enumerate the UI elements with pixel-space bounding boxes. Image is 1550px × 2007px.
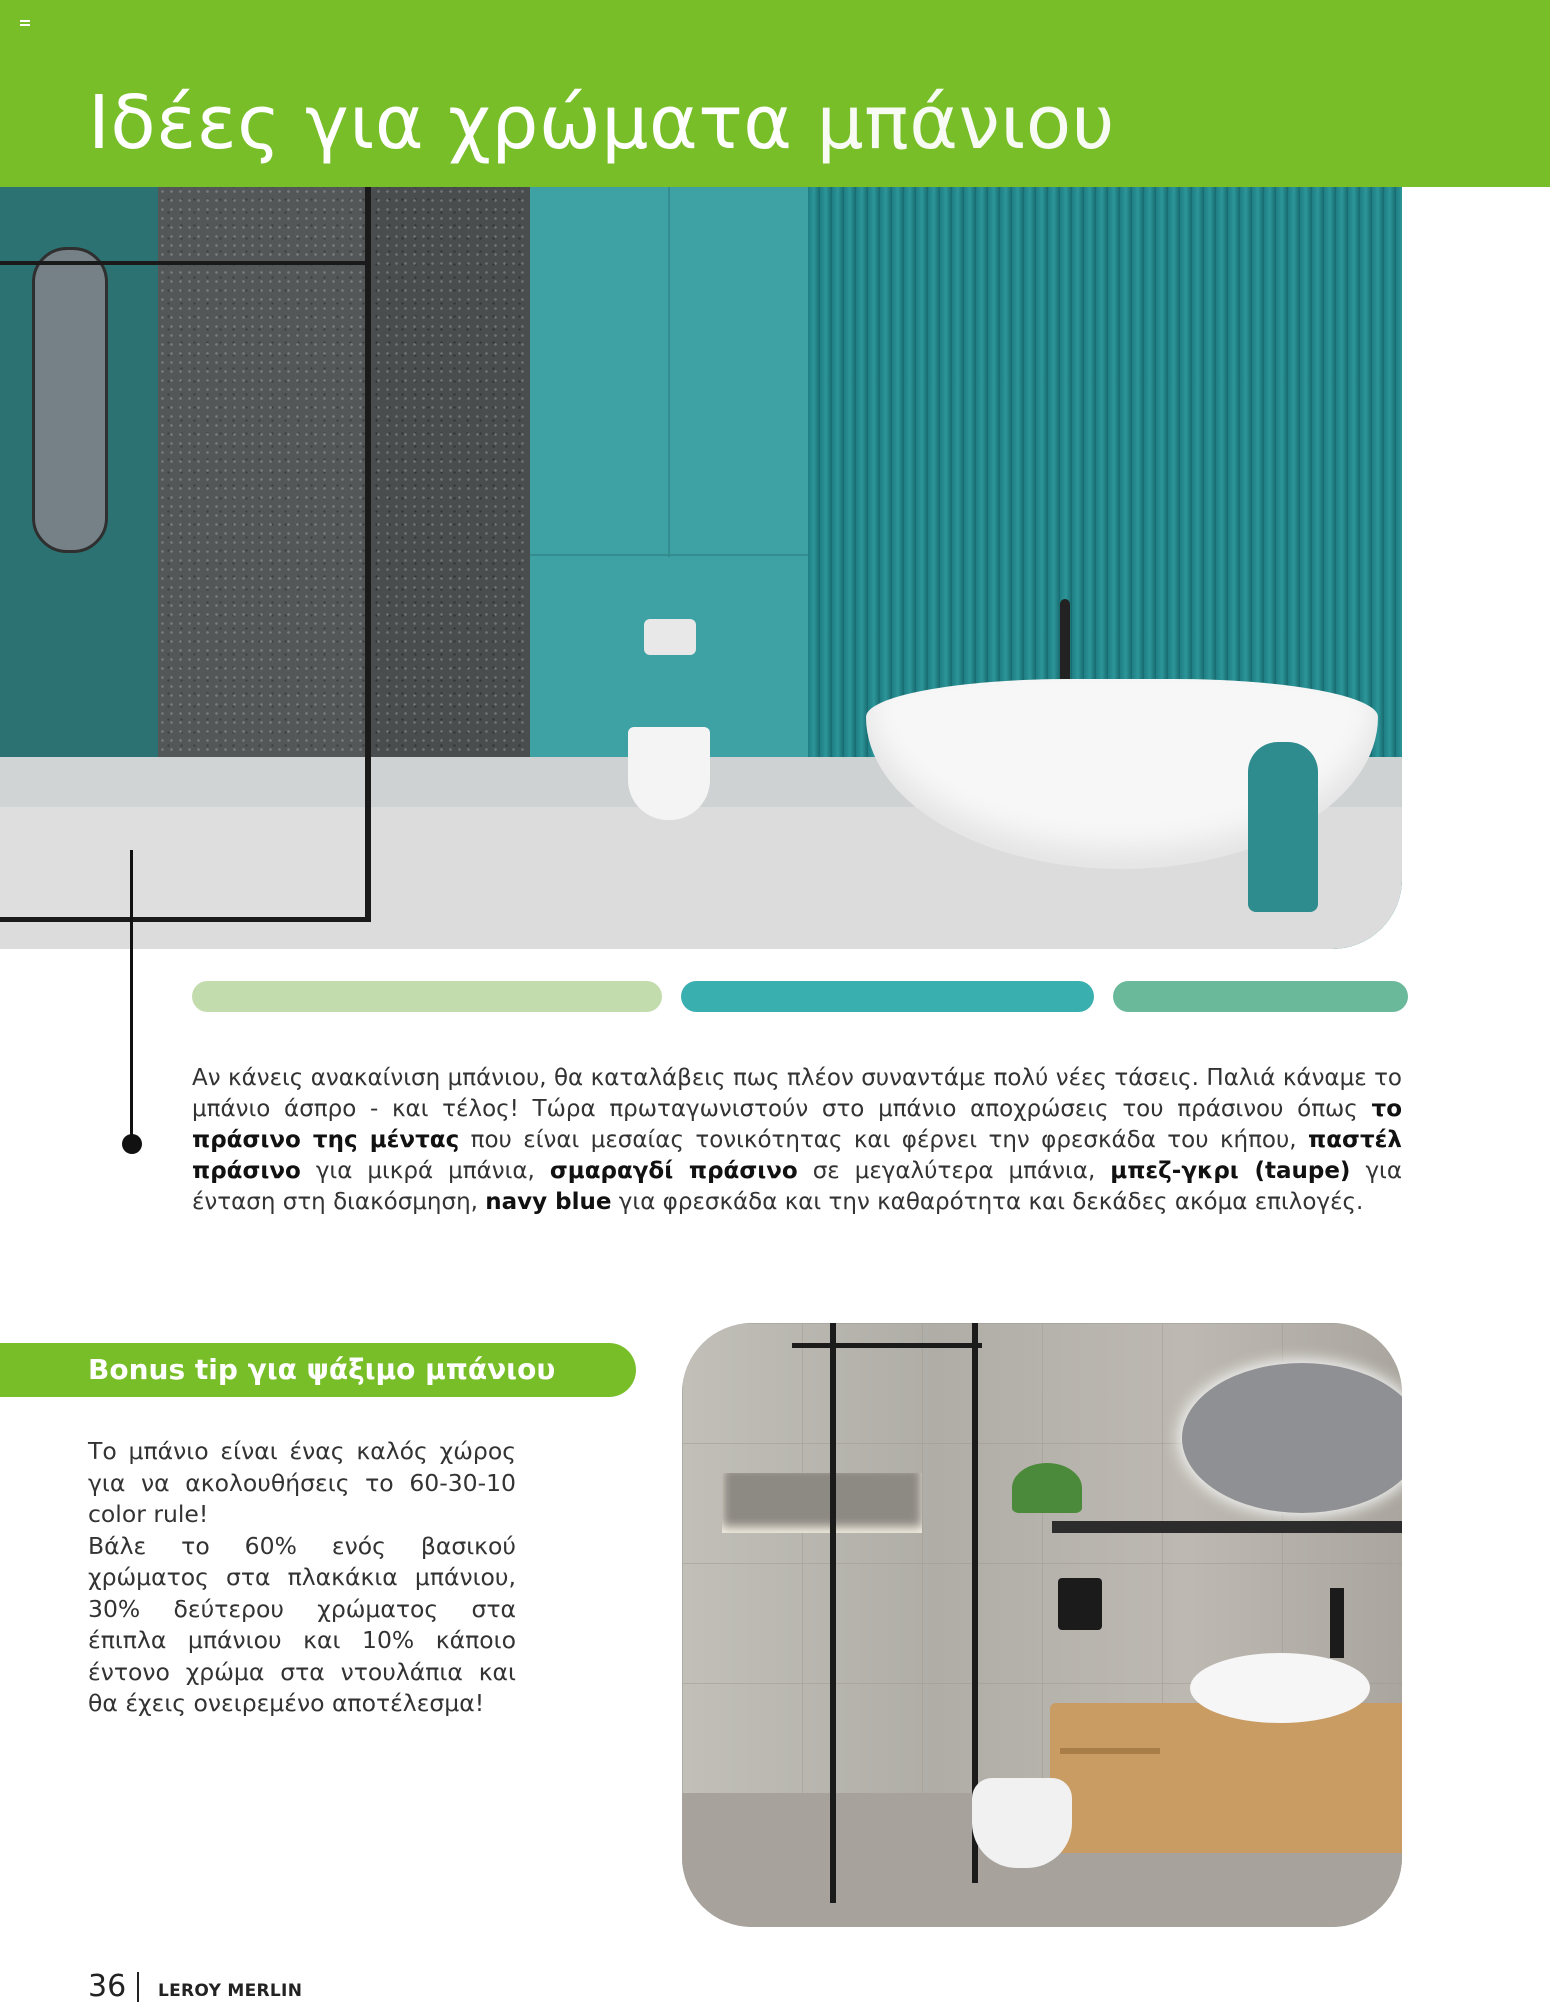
highlight-emerald: σμαραγδί πράσινο: [549, 1158, 798, 1184]
bonus-title: Bonus tip για ψάξιμο μπάνιου: [88, 1353, 556, 1386]
footer-divider: [137, 1972, 139, 2002]
menu-icon[interactable]: [20, 20, 30, 28]
bonus-text-1: Το μπάνιο είναι ένας καλός χώρος για να ακολουθήσεις το 60-30-10 color rule!: [88, 1437, 516, 1528]
bonus-text: [88, 1436, 516, 1720]
highlight-taupe: μπεζ-γκρι (taupe): [1110, 1158, 1351, 1184]
timeline-line: [130, 850, 133, 1146]
hero-bathroom-image: [0, 187, 1402, 949]
brand-name: LEROY MERLIN: [158, 1981, 303, 2001]
color-swatch-teal: [681, 981, 1094, 1012]
page-title: [88, 78, 1115, 168]
bathroom-photo-2: [682, 1323, 1402, 1927]
timeline-dot: [122, 1134, 142, 1154]
highlight-pastel-green: παστέλ πράσινο: [192, 1127, 1402, 1184]
title-main: Ιδέες για χρώματα: [88, 80, 793, 166]
page-number: 36: [88, 1969, 127, 2004]
header-banner: [0, 0, 1550, 187]
color-swatch-mint: [1113, 981, 1408, 1012]
highlight-navy: navy blue: [485, 1189, 612, 1215]
bonus-text-2: Βάλε το 60% ενός βασικού χρώματος στα πλακάκια μπάνιου, 30% δεύτερου χρώματος στα έπιπλα μπάνιου και 10% κάποιο έντονο χρώμα στα ντουλάπια και θα έχεις ονειρεμένο αποτέλεσμα!: [88, 1531, 516, 1717]
intro-paragraph: Αν κάνεις ανακαίνιση μπάνιου, θα καταλάβεις πως πλέον συναντάμε πολύ νέες τάσεις. Παλιά κάναμε το μπάνιο άσπρο - και τέλος! Τώρα πρωταγωνιστούν στο μπάνιο αποχρώσεις του πράσινου όπως το πράσινο της μέντας που είναι μεσαίας τονικότητας και φέρνει την φρεσκάδα του κήπου, παστέλ πράσινο για μικρά μπάνια, σμαραγδί πράσινο σε μεγαλύτερα μπάνια, μπεζ-γκρι (taupe) για ένταση στη διακόσμηση, navy blue για φρεσκάδα και την καθαρότητα και δεκάδες ακόμα επιλογές.: [192, 1065, 1402, 1215]
color-swatch-pastel-green: [192, 981, 662, 1012]
highlight-mint: το πράσινο της μέντας: [192, 1096, 1402, 1153]
title-light: μπάνιου: [816, 80, 1115, 166]
